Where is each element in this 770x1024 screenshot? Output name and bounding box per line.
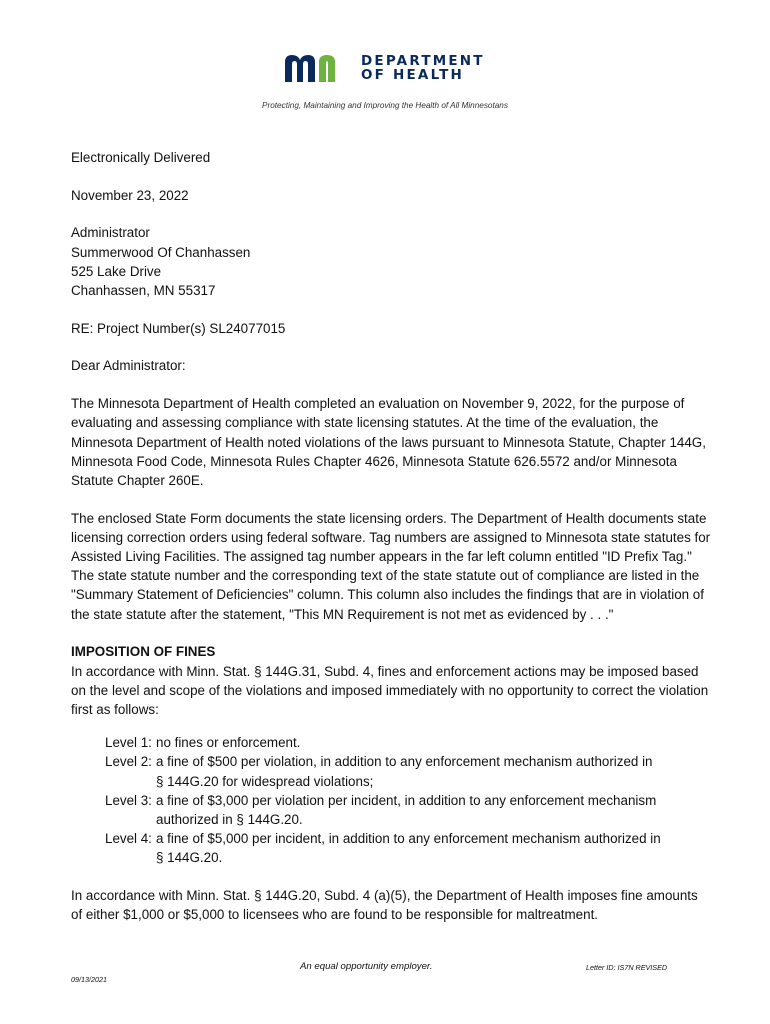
level-label: Level 3: bbox=[105, 792, 152, 808]
level-text-cont: authorized in § 144G.20. bbox=[156, 811, 303, 827]
address-line: Administrator bbox=[71, 225, 150, 241]
logo-text-department: DEPARTMENT bbox=[361, 53, 485, 69]
level-text-cont: § 144G.20 for widespread violations; bbox=[156, 773, 374, 789]
letter-body bbox=[71, 148, 711, 943]
fine-level-item bbox=[105, 791, 711, 829]
fine-level-item bbox=[105, 752, 711, 790]
level-text: a fine of $3,000 per violation per incident, in addition to any enforcement mechanism bbox=[156, 792, 657, 808]
letter-id: Letter ID: IS7N REVISED bbox=[586, 963, 668, 972]
equal-opportunity-note: An equal opportunity employer. bbox=[300, 961, 433, 972]
level-text: a fine of $500 per violation, in addition to any enforcement mechanism authorized in bbox=[156, 754, 653, 770]
letter-date: November 23, 2022 bbox=[71, 187, 189, 203]
address-line: 525 Lake Drive bbox=[71, 263, 162, 279]
delivery-method: Electronically Delivered bbox=[71, 150, 211, 165]
recipient-address bbox=[71, 223, 711, 300]
level-label: Level 2: bbox=[105, 754, 152, 770]
fine-levels-list bbox=[105, 733, 711, 867]
level-text-cont: § 144G.20. bbox=[156, 850, 223, 866]
mn-logo-icon bbox=[283, 52, 353, 84]
paragraph-evaluation: The Minnesota Department of Health completed an evaluation on November 9, 2022, for the purpose of evaluating and assessing compliance with state licensing statutes. At the time of the evaluation, the Minnesota Department of Health noted violations of the laws pursuant to Minnesota Statute, Chapter 144G, Minnesota Food Code, Minnesota Rules Chapter 4626, Minnesota Statute 626.5572 and/or Minnesota Statute Chapter 260E. bbox=[71, 396, 706, 488]
paragraph-fines-intro: In accordance with Minn. Stat. § 144G.31, Subd. 4, fines and enforcement actions may be imposed based on the level and scope of the violations and imposed immediately with no opportunity to correct the violation first as follows: bbox=[71, 663, 709, 717]
paragraph-state-form: The enclosed State Form documents the state licensing orders. The Department of Health documents state licensing correction orders using federal software. Tag numbers are assigned to Minnesota state statutes for Assisted Living Facilities. The assigned tag number appears in the far left column entitled "ID Prefix Tag." The state statute number and the corresponding text of the state statute out of compliance are listed in the "Summary Statement of Deficiencies" column. This column also includes the findings that are in violation of the state statute after the statement, "This MN Requirement is not met as evidenced by . . ." bbox=[71, 510, 711, 622]
paragraph-maltreatment-fines: In accordance with Minn. Stat. § 144G.20, Subd. 4 (a)(5), the Department of Health imposes fine amounts of either $1,000 or $5,000 to licensees who are found to be responsible for maltreatment. bbox=[71, 888, 698, 923]
address-line: Summerwood Of Chanhassen bbox=[71, 244, 251, 260]
salutation: Dear Administrator: bbox=[71, 358, 186, 374]
logo-text-of-health: OF HEALTH bbox=[361, 67, 465, 83]
level-text: a fine of $5,000 per incident, in addition to any enforcement mechanism authorized in bbox=[156, 831, 661, 847]
address-line: Chanhassen, MN 55317 bbox=[71, 283, 216, 299]
fine-level-item bbox=[105, 733, 711, 752]
mdh-logo bbox=[283, 52, 485, 84]
level-label: Level 4: bbox=[105, 831, 152, 847]
level-label: Level 1: bbox=[105, 735, 152, 751]
revision-date: 09/13/2021 bbox=[71, 975, 107, 984]
fine-level-item bbox=[105, 829, 711, 867]
re-line: RE: Project Number(s) SL24077015 bbox=[71, 320, 286, 336]
tagline: Protecting, Maintaining and Improving the Health of All Minnesotans bbox=[262, 101, 508, 110]
fines-heading: IMPOSITION OF FINES bbox=[71, 644, 216, 660]
level-text: no fines or enforcement. bbox=[156, 735, 301, 751]
